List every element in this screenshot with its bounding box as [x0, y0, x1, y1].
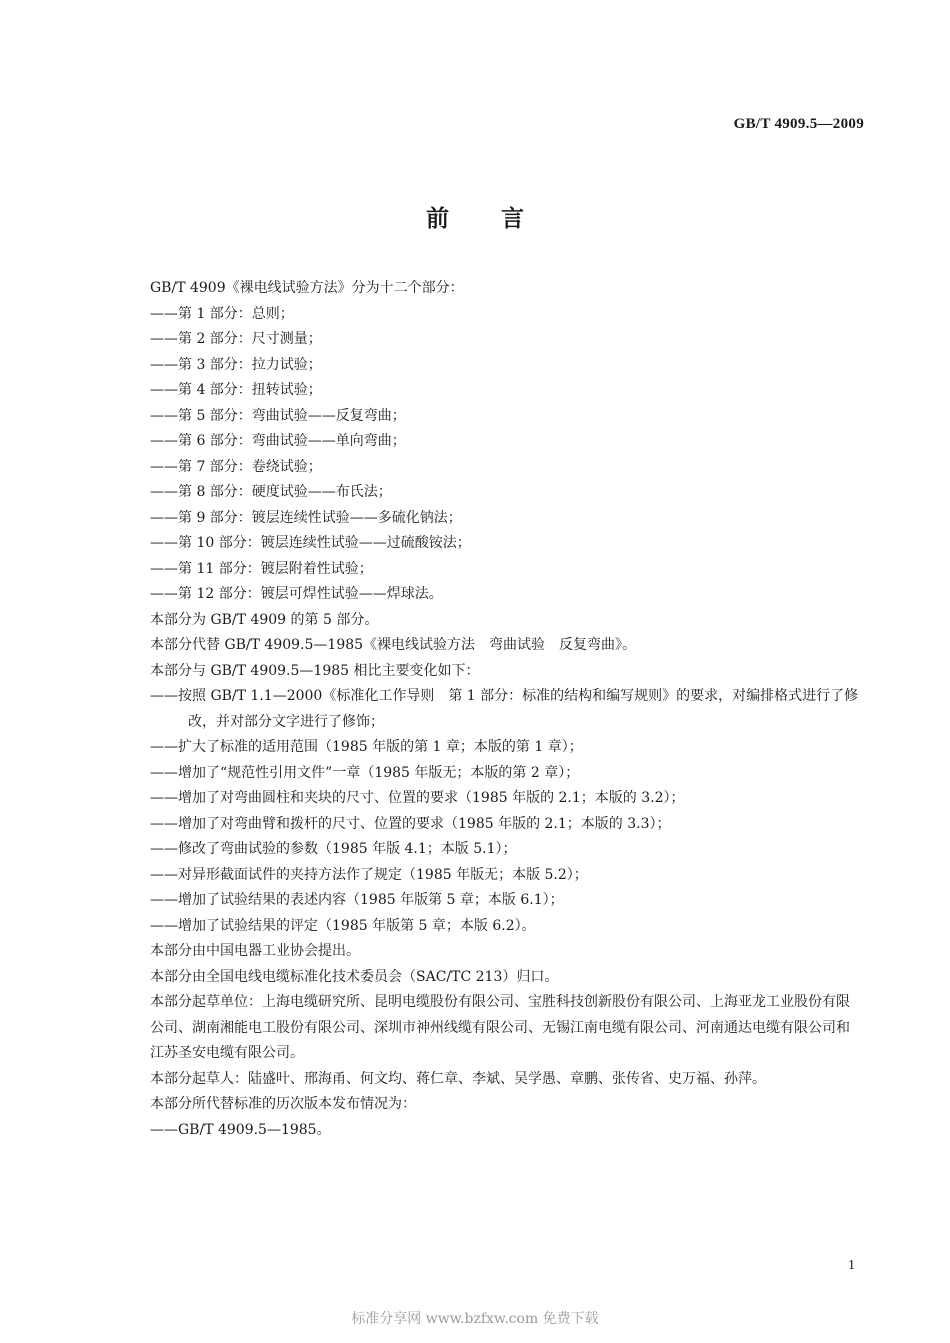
list-item: ——增加了对弯曲圆柱和夹块的尺寸、位置的要求（1985 年版的 2.1；本版的 3.2）；: [150, 790, 685, 806]
list-item: ——第 1 部分：总则；: [150, 305, 294, 322]
list-item: ——增加了试验结果的表述内容（1985 年版第 5 章；本版 6.1）；: [150, 892, 564, 908]
list-item: ——第 11 部分：镀层附着性试验；: [150, 560, 373, 577]
list-item: ——第 5 部分：弯曲试验——反复弯曲；: [150, 407, 406, 424]
centralized-by: 本部分由全国电线电缆标准化技术委员会（SAC/TC 213）归口。: [150, 968, 559, 985]
drafters: 本部分起草人：陆盛叶、邢海甬、何文均、蒋仁章、李斌、吴学愚、章鹏、张传省、史万福、孙萍。: [150, 1070, 766, 1087]
statement-replace: 本部分代替 GB/T 4909.5—1985《裸电线试验方法 弯曲试验 反复弯曲》。: [150, 637, 637, 653]
list-item: ——第 3 部分：拉力试验；: [150, 356, 322, 373]
statement-part: 本部分为 GB/T 4909 的第 5 部分。: [150, 611, 379, 628]
standard-number: GB/T 4909.5—2009: [733, 116, 864, 132]
page-title: 前言: [426, 206, 576, 232]
list-item: ——第 2 部分：尺寸测量；: [150, 331, 322, 347]
list-item: ——增加了试验结果的评定（1985 年版第 5 章；本版 6.2）。: [150, 917, 536, 934]
list-item: ——第 8 部分：硬度试验——布氏法；: [150, 484, 392, 500]
proposed-by: 本部分由中国电器工业协会提出。: [150, 943, 360, 959]
list-item: ——GB/T 4909.5—1985。: [150, 1121, 331, 1138]
list-item: ——第 9 部分：镀层连续性试验——多硫化钠法；: [150, 509, 462, 526]
parts-list: [150, 302, 862, 608]
drafting-units: 本部分起草单位：上海电缆研究所、昆明电缆股份有限公司、宝胜科技创新股份有限公司、上海亚龙工业股份有限公司、湖南湘能电工股份有限公司、深圳市神州线缆有限公司、无锡江南电缆有限公司、河南通达电缆有限公司和江苏圣安电缆有限公司。: [150, 994, 850, 1061]
footer-watermark: 标准分享网 www.bzfxw.com 免费下载: [351, 1311, 599, 1327]
history-intro: 本部分所代替标准的历次版本发布情况为：: [150, 1096, 416, 1112]
list-item: ——第 6 部分：弯曲试验——单向弯曲；: [150, 433, 406, 449]
statement-changes: 本部分与 GB/T 4909.5—1985 相比主要变化如下：: [150, 662, 480, 679]
changes-list: [150, 684, 862, 939]
list-item: ——对异形截面试件的夹持方法作了规定（1985 年版无；本版 5.2）；: [150, 866, 588, 883]
list-item: ——扩大了标准的适用范围（1985 年版的第 1 章；本版的第 1 章）；: [150, 739, 583, 755]
page-number: 1: [848, 1258, 855, 1273]
list-item: ——第 10 部分：镀层连续性试验——过硫酸铵法；: [150, 535, 471, 551]
foreword-body: [150, 276, 862, 1143]
list-item: ——第 12 部分：镀层可焊性试验——焊球法。: [150, 586, 443, 602]
intro-line: GB/T 4909《裸电线试验方法》分为十二个部分：: [150, 280, 464, 296]
list-item: ——增加了“规范性引用文件”一章（1985 年版无；本版的第 2 章）；: [150, 764, 580, 781]
list-item: ——按照 GB/T 1.1—2000《标准化工作导则 第 1 部分：标准的结构和编写规则》的要求，对编排格式进行了修改，并对部分文字进行了修饰；: [150, 688, 859, 730]
list-item: ——第 4 部分：扭转试验；: [150, 382, 322, 398]
list-item: ——第 7 部分：卷绕试验；: [150, 458, 322, 475]
list-item: ——增加了对弯曲臂和拨杆的尺寸、位置的要求（1985 年版的 2.1；本版的 3.3）；: [150, 815, 671, 832]
list-item: ——修改了弯曲试验的参数（1985 年版 4.1；本版 5.1）；: [150, 841, 517, 857]
